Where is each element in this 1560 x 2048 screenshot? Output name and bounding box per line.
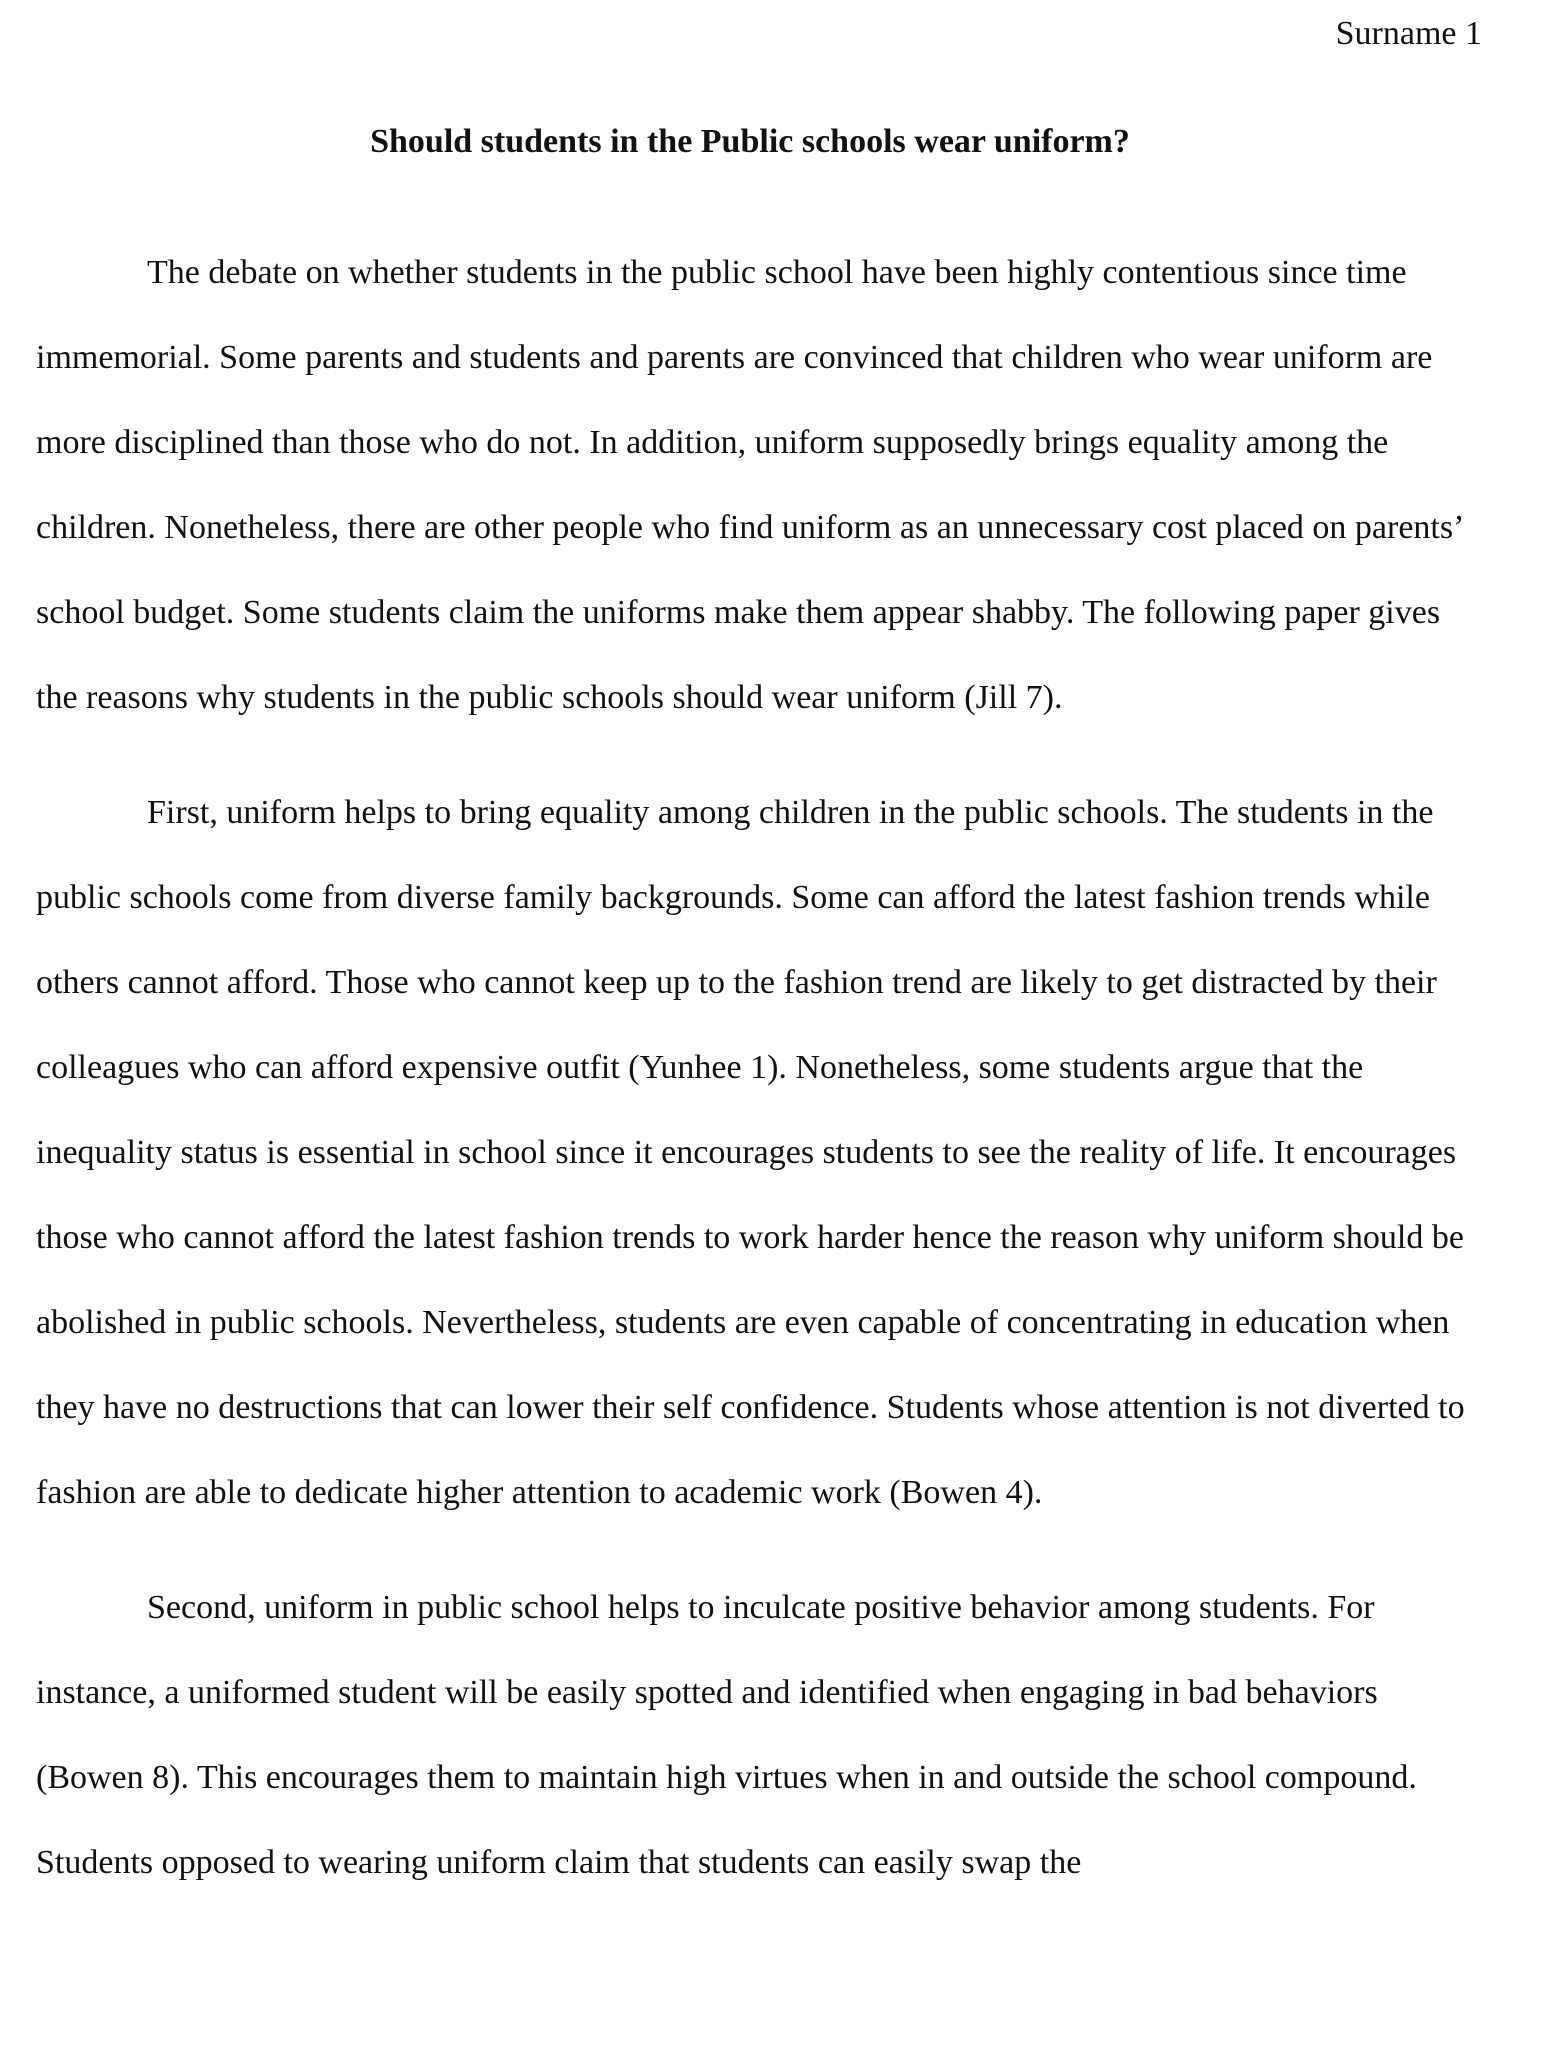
document-title: Should students in the Public schools wear uniform? bbox=[370, 123, 1130, 160]
paragraph-equality: First, uniform helps to bring equality among children in the public schools. The students in the public schools come from diverse family backgrounds. Some can afford the latest fashion trends while others cannot afford. Those who cannot keep up to the fashion trend are likely to get distracted by their colleagues who can afford expensive outfit (Yunhee 1). Nonetheless, some students argue that the inequality status is essential in school since it encourages students to see the reality of life. It encourages those who cannot afford the latest fashion trends to work harder hence the reason why uniform should be abolished in public schools. Nevertheless, students are even capable of concentrating in education when they have no destructions that can lower their self confidence. Students whose attention is not diverted to fashion are able to dedicate higher attention to academic work (Bowen 4). bbox=[36, 794, 1465, 1511]
document-body bbox=[36, 230, 1484, 1935]
paragraph-introduction: The debate on whether students in the public school have been highly contentious since time immemorial. Some parents and students and parents are convinced that children who wear uniform are more disciplined than those who do not. In addition, uniform supposedly brings equality among the children. Nonetheless, there are other people who find uniform as an unnecessary cost placed on parents’ school budget. Some students claim the uniforms make them appear shabby. The following paper gives the reasons why students in the public schools should wear uniform (Jill 7). bbox=[36, 254, 1462, 716]
paragraph-behavior: Second, uniform in public school helps to inculcate positive behavior among students. For instance, a uniformed student will be easily spotted and identified when engaging in bad behaviors (Bowen 8). This encourages them to maintain high virtues when in and outside the school compound. Students opposed to wearing uniform claim that students can easily swap the bbox=[36, 1589, 1417, 1881]
running-head: Surname 1 bbox=[1335, 15, 1482, 52]
